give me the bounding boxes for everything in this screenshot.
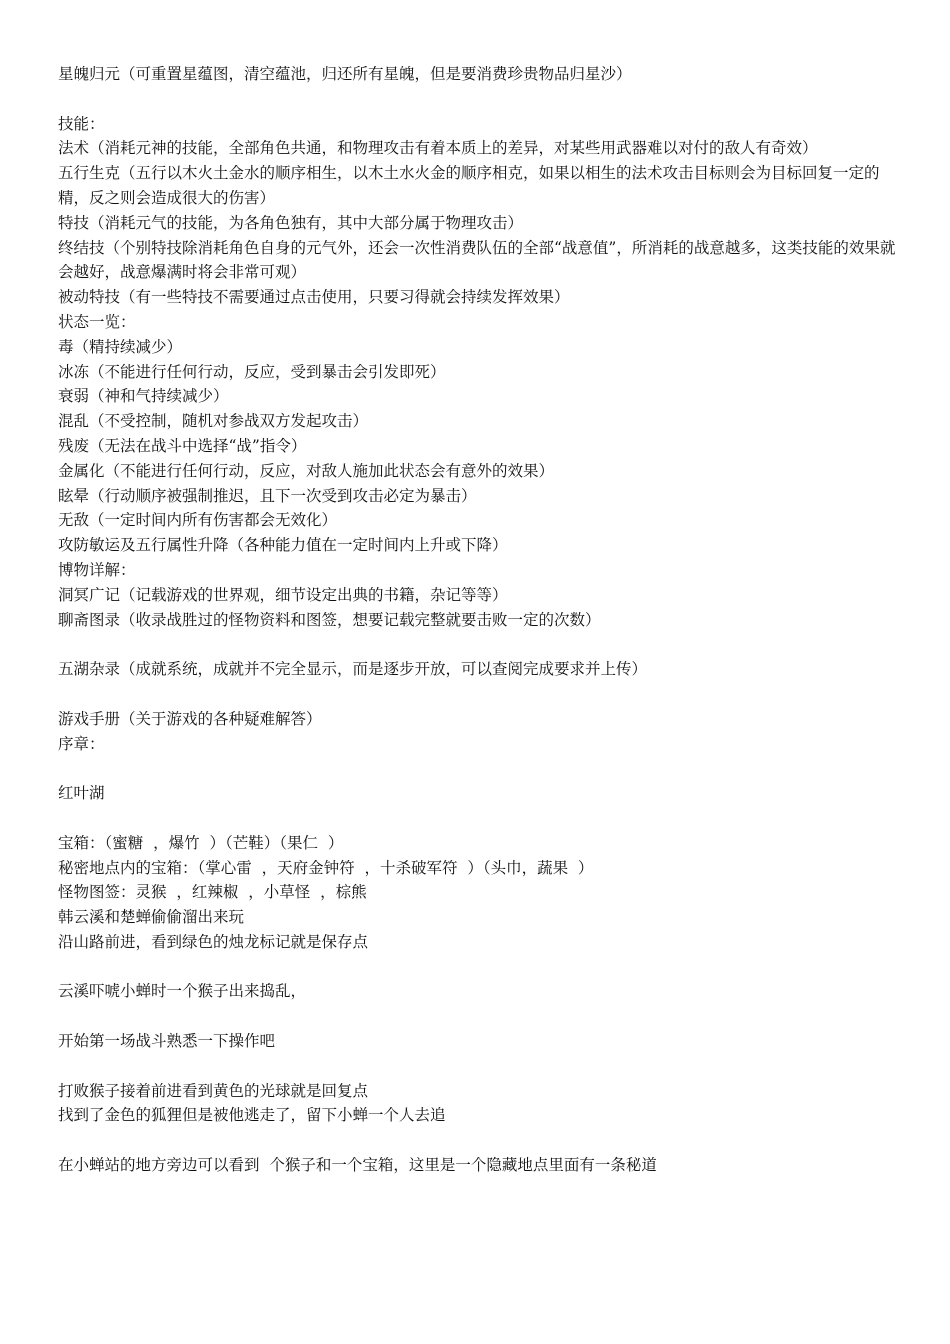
text-line: 开始第一场战斗熟悉一下操作吧: [58, 1032, 276, 1051]
text-line: 冰冻（不能进行任何行动，反应，受到暴击会引发即死）: [58, 362, 446, 381]
text-line: 游戏手册（关于游戏的各种疑难解答）: [58, 709, 322, 728]
text-line: 沿山路前进，看到绿色的烛龙标记就是保存点: [58, 932, 369, 951]
blank-line: [58, 806, 898, 831]
text-line: 特技（消耗元气的技能，为各角色独有，其中大部分属于物理攻击）: [58, 213, 524, 232]
text-line: 法术（消耗元神的技能，全部角色共通，和物理攻击有着本质上的差异，对某些用武器难以对付的敌人有奇效）: [58, 139, 818, 158]
text-line: 打败猴子接着前进看到黄色的光球就是回复点: [58, 1081, 369, 1100]
text-line: 聊斋图录（收录战胜过的怪物资料和图签，想要记载完整就要击败一定的次数）: [58, 610, 601, 629]
text-line: 五行生克（五行以木火土金水的顺序相生，以木土水火金的顺序相克，如果以相生的法术攻击目标则会为目标回复一定的精，反之则会造成很大的伤害）: [58, 164, 880, 207]
text-line: 残废（无法在战斗中选择“战”指令）: [58, 436, 307, 455]
text-line: 红叶湖: [58, 784, 105, 803]
text-line: 宝箱：（蜜糖 ，爆竹 ）（芒鞋）（果仁 ）: [58, 833, 344, 852]
blank-line: [58, 632, 898, 657]
blank-line: [58, 1004, 898, 1029]
blank-line: [58, 1054, 898, 1079]
text-line: 博物详解：: [58, 560, 136, 579]
text-line: 序章：: [58, 734, 105, 753]
text-line: 攻防敏运及五行属性升降（各种能力值在一定时间内上升或下降）: [58, 536, 508, 555]
blank-line: [58, 1128, 898, 1153]
text-line: 混乱（不受控制，随机对参战双方发起攻击）: [58, 412, 369, 431]
text-line: 洞冥广记（记载游戏的世界观，细节设定出典的书籍，杂记等等）: [58, 585, 508, 604]
text-line: 星魄归元（可重置星蕴图，清空蕴池，归还所有星魄，但是要消费珍贵物品归星沙）: [58, 65, 632, 83]
blank-line: [58, 682, 898, 707]
text-line: 云溪吓唬小蝉时一个猴子出来捣乱，: [58, 982, 307, 1001]
document-body: [58, 62, 898, 1178]
text-line: 秘密地点内的宝箱：（掌心雷 ，天府金钟符 ，十杀破军符 ）（头巾，蔬果 ）: [58, 858, 594, 877]
text-line: 终结技（个别特技除消耗角色自身的元气外，还会一次性消费队伍的全部“战意值”，所消耗的战意越多，这类技能的效果就会越好，战意爆满时将会非常可观）: [58, 238, 896, 282]
text-line: 毒（精持续减少）: [58, 337, 183, 356]
blank-line: [58, 955, 898, 980]
text-line: 金属化（不能进行任何行动，反应，对敌人施加此状态会有意外的效果）: [58, 461, 555, 480]
text-line: 衰弱（神和气持续减少）: [58, 387, 229, 406]
blank-line: [58, 756, 898, 781]
blank-line: [58, 87, 898, 112]
text-line: 在小蝉站的地方旁边可以看到 个猴子和一个宝箱，这里是一个隐藏地点里面有一条秘道: [58, 1156, 657, 1175]
text-line: 状态一览：: [58, 312, 136, 331]
text-line: 怪物图签：灵猴 ，红辣椒 ，小草怪 ，棕熊: [58, 883, 367, 902]
text-line: 找到了金色的狐狸但是被他逃走了，留下小蝉一个人去追: [58, 1106, 446, 1125]
text-line: 技能：: [58, 114, 105, 133]
text-line: 无敌（一定时间内所有伤害都会无效化）: [58, 511, 338, 530]
text-line: 眩晕（行动顺序被强制推迟，且下一次受到攻击必定为暴击）: [58, 486, 477, 505]
text-line: 五湖杂录（成就系统，成就并不完全显示，而是逐步开放，可以查阅完成要求并上传）: [58, 660, 648, 679]
text-line: 韩云溪和楚蝉偷偷溜出来玩: [58, 908, 245, 927]
text-line: 被动特技（有一些特技不需要通过点击使用，只要习得就会持续发挥效果）: [58, 288, 570, 307]
